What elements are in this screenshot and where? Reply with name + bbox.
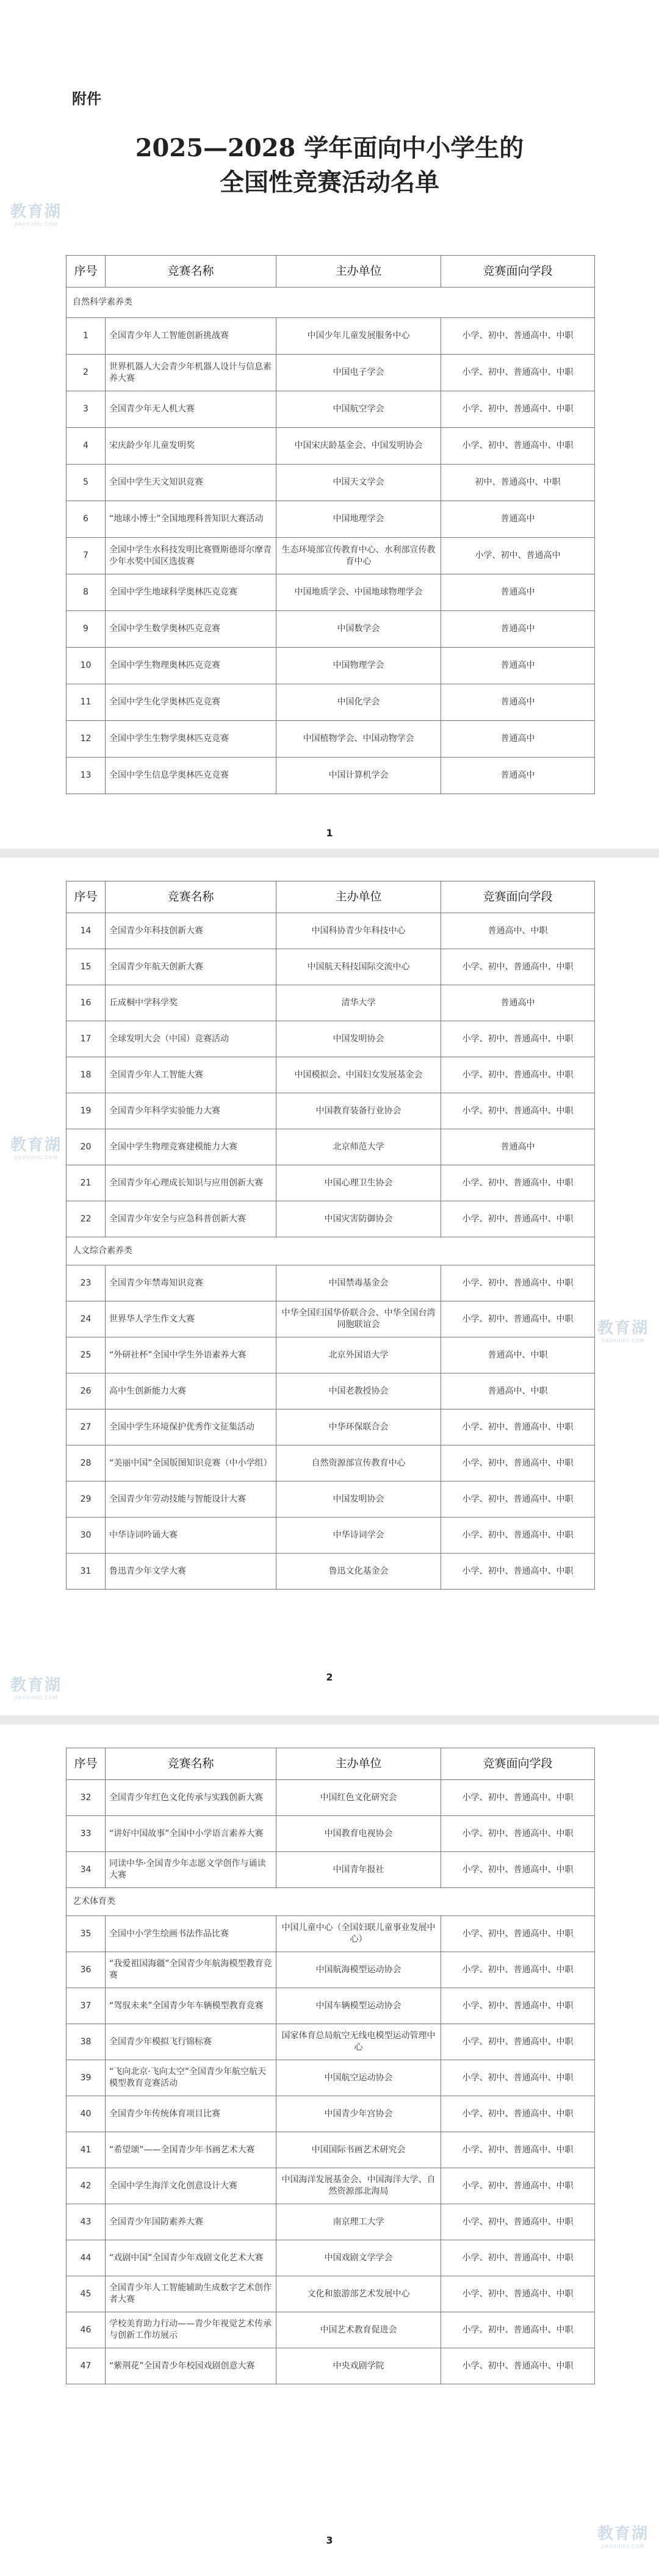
education-stage: 普通高中 [441, 611, 595, 648]
row-number: 4 [67, 428, 106, 465]
row-number: 2 [67, 355, 106, 391]
row-number: 32 [67, 1780, 106, 1816]
competition-name: 全国中学生物理奥林匹克竞赛 [106, 648, 276, 684]
table-row [67, 574, 595, 611]
competition-name: 全国青少年安全与应急科普创新大赛 [106, 1201, 276, 1237]
organizer: 中国灾害防御协会 [276, 1201, 441, 1237]
competition-table-page-3 [66, 1748, 595, 2384]
table-row [67, 2096, 595, 2132]
organizer: 中国电子学会 [276, 355, 441, 391]
organizer: 中国宋庆龄基金会、中国发明协会 [276, 428, 441, 465]
table-row [67, 2168, 595, 2204]
row-number: 7 [67, 538, 106, 574]
education-stage: 小学、初中、普通高中、中职 [441, 1093, 595, 1129]
education-stage: 小学、初中、普通高中、中职 [441, 1265, 595, 1301]
competition-name: “戏剧中国”全国青少年戏剧文化艺术大赛 [106, 2240, 276, 2276]
table-row [67, 611, 595, 648]
header-stage: 竞赛面向学段 [441, 256, 595, 288]
organizer: 中国车辆模型运动协会 [276, 1988, 441, 2024]
organizer: 中国发明协会 [276, 1482, 441, 1518]
table-row [67, 1093, 595, 1129]
education-stage: 普通高中 [441, 648, 595, 684]
table-header-row [67, 1748, 595, 1780]
watermark-subtext: JIAOYUHU.COM [601, 2544, 645, 2549]
organizer: 中国红色文化研究会 [276, 1780, 441, 1816]
organizer: 鲁迅文化基金会 [276, 1554, 441, 1590]
table-row [67, 1165, 595, 1201]
table-row [67, 2240, 595, 2276]
organizer: 中华全国归国华侨联合会、中华全国台湾同胞联谊会 [276, 1301, 441, 1337]
watermark [2, 1673, 70, 1701]
competition-name: 鲁迅青少年文学大赛 [106, 1554, 276, 1590]
organizer: 中国科协青少年科技中心 [276, 913, 441, 949]
competition-table-page-1 [66, 255, 595, 794]
table-row [67, 648, 595, 684]
row-number: 15 [67, 949, 106, 985]
organizer: 中国教育电视协会 [276, 1816, 441, 1852]
competition-name: 全国青少年无人机大赛 [106, 391, 276, 428]
organizer: 中国地理学会 [276, 501, 441, 538]
competition-name: 高中生创新能力大赛 [106, 1373, 276, 1409]
competition-name: “驾驭未来”全国青少年车辆模型教育竞赛 [106, 1988, 276, 2024]
education-stage: 小学、初中、普通高中、中职 [441, 2204, 595, 2240]
row-number: 39 [67, 2060, 106, 2096]
page-2 [0, 858, 659, 1715]
organizer: 中国少年儿童发展服务中心 [276, 318, 441, 355]
education-stage: 小学、初中、普通高中、中职 [441, 1852, 595, 1888]
organizer: 中华诗词学会 [276, 1518, 441, 1554]
education-stage: 小学、初中、普通高中、中职 [441, 2312, 595, 2348]
row-number: 45 [67, 2276, 106, 2312]
competition-name: 同读中华·全国青少年志愿文学创作与诵读大赛 [106, 1852, 276, 1888]
row-number: 35 [67, 1916, 106, 1952]
header-competition-name: 竞赛名称 [106, 256, 276, 288]
row-number: 11 [67, 684, 106, 721]
table-row [67, 758, 595, 794]
header-organizer: 主办单位 [276, 881, 441, 913]
organizer: 中国天文学会 [276, 465, 441, 501]
education-stage: 小学、初中、普通高中、中职 [441, 2276, 595, 2312]
competition-name: 全国青少年科技创新大赛 [106, 913, 276, 949]
row-number: 31 [67, 1554, 106, 1590]
education-stage: 普通高中 [441, 758, 595, 794]
organizer: 自然资源部宣传教育中心 [276, 1445, 441, 1482]
table-row [67, 1409, 595, 1445]
organizer: 清华大学 [276, 985, 441, 1021]
competition-name: 全国中学生化学奥林匹克竞赛 [106, 684, 276, 721]
organizer: 中国计算机学会 [276, 758, 441, 794]
competition-name: “我爱祖国海疆”全国青少年航海模型教育竞赛 [106, 1952, 276, 1988]
row-number: 5 [67, 465, 106, 501]
organizer: 中国教育装备行业协会 [276, 1093, 441, 1129]
competition-name: 全国中学生天文知识竞赛 [106, 465, 276, 501]
competition-name: “美丽中国”全国版图知识竞赛（中小学组） [106, 1445, 276, 1482]
competition-name: 全球发明大会（中国）竞赛活动 [106, 1021, 276, 1057]
education-stage: 小学、初中、普通高中、中职 [441, 2348, 595, 2384]
table-row [67, 2348, 595, 2384]
watermark-subtext: JIAOYUHU.COM [601, 1338, 645, 1344]
competition-name: 全国青少年航天创新大赛 [106, 949, 276, 985]
table-row [67, 1201, 595, 1237]
row-number: 42 [67, 2168, 106, 2204]
organizer: 中国航天科技国际交流中心 [276, 949, 441, 985]
watermark [589, 1315, 657, 1344]
competition-name: 全国青少年传统体育项目比赛 [106, 2096, 276, 2132]
organizer: 中国儿童中心（全国妇联儿童事业发展中心） [276, 1916, 441, 1952]
education-stage: 普通高中、中职 [441, 1337, 595, 1373]
competition-name: 全国青少年科学实验能力大赛 [106, 1093, 276, 1129]
section-row [67, 1888, 595, 1916]
table-row [67, 1057, 595, 1093]
watermark-text: 教育湖 [10, 1136, 62, 1154]
watermark [2, 1132, 70, 1160]
row-number: 8 [67, 574, 106, 611]
table-row [67, 465, 595, 501]
table-row [67, 1301, 595, 1337]
row-number: 6 [67, 501, 106, 538]
table-row [67, 318, 595, 355]
organizer: 中国航空运动协会 [276, 2060, 441, 2096]
row-number: 27 [67, 1409, 106, 1445]
table-row [67, 428, 595, 465]
table-row [67, 2024, 595, 2060]
education-stage: 小学、初中、普通高中、中职 [441, 1780, 595, 1816]
section-row [67, 288, 595, 318]
organizer: 中华环保联合会 [276, 1409, 441, 1445]
row-number: 26 [67, 1373, 106, 1409]
organizer: 中国心理卫生协会 [276, 1165, 441, 1201]
organizer: 中国数学会 [276, 611, 441, 648]
section-title: 艺术体育类 [67, 1888, 595, 1916]
education-stage: 普通高中 [441, 721, 595, 758]
education-stage: 普通高中 [441, 1129, 595, 1165]
organizer: 南京理工大学 [276, 2204, 441, 2240]
competition-name: 全国青少年国防素养大赛 [106, 2204, 276, 2240]
table-row [67, 1852, 595, 1888]
row-number: 28 [67, 1445, 106, 1482]
competition-name: 全国青少年禁毒知识竞赛 [106, 1265, 276, 1301]
row-number: 3 [67, 391, 106, 428]
watermark-subtext: JIAOYUHU.COM [14, 1695, 58, 1701]
page-3 [0, 1724, 659, 2576]
education-stage: 小学、初中、普通高中、中职 [441, 1988, 595, 2024]
competition-name: 全国青少年劳动技能与智能设计大赛 [106, 1482, 276, 1518]
competition-name: “外研社杯”全国中学生外语素养大赛 [106, 1337, 276, 1373]
organizer: 生态环境部宣传教育中心、水利部宣传教育中心 [276, 538, 441, 574]
organizer: 中国海洋发展基金会、中国海洋大学、自然资源部北海局 [276, 2168, 441, 2204]
table-row [67, 1373, 595, 1409]
competition-name: 全国中学生海洋文化创意设计大赛 [106, 2168, 276, 2204]
organizer: 中国化学会 [276, 684, 441, 721]
table-row [67, 1265, 595, 1301]
education-stage: 小学、初中、普通高中、中职 [441, 1816, 595, 1852]
table-row [67, 1816, 595, 1852]
row-number: 36 [67, 1952, 106, 1988]
table-row [67, 1780, 595, 1816]
header-organizer: 主办单位 [276, 256, 441, 288]
row-number: 33 [67, 1816, 106, 1852]
row-number: 37 [67, 1988, 106, 2024]
page-number: 1 [326, 827, 333, 839]
watermark-subtext: JIAOYUHU.COM [14, 222, 58, 227]
header-stage: 竞赛面向学段 [441, 881, 595, 913]
header-organizer: 主办单位 [276, 1748, 441, 1780]
education-stage: 小学、初中、普通高中、中职 [441, 2096, 595, 2132]
attachment-label: 附件 [72, 90, 101, 107]
education-stage: 小学、初中、普通高中、中职 [441, 1021, 595, 1057]
organizer: 中国地质学会、中国地球物理学会 [276, 574, 441, 611]
organizer: 中国发明协会 [276, 1021, 441, 1057]
table-row [67, 684, 595, 721]
education-stage: 小学、初中、普通高中、中职 [441, 1301, 595, 1337]
table-row [67, 2276, 595, 2312]
education-stage: 小学、初中、普通高中、中职 [441, 428, 595, 465]
row-number: 23 [67, 1265, 106, 1301]
header-competition-name: 竞赛名称 [106, 881, 276, 913]
row-number: 38 [67, 2024, 106, 2060]
competition-name: “地球小博士”全国地理科普知识大赛活动 [106, 501, 276, 538]
page-number: 2 [326, 1671, 333, 1683]
table-row [67, 501, 595, 538]
watermark-text: 教育湖 [597, 2525, 649, 2543]
table-row [67, 1445, 595, 1482]
competition-name: 全国中学生地球科学奥林匹克竞赛 [106, 574, 276, 611]
row-number: 22 [67, 1201, 106, 1237]
organizer: 中国艺术教育促进会 [276, 2312, 441, 2348]
education-stage: 小学、初中、普通高中、中职 [441, 2060, 595, 2096]
competition-name: 世界机器人大会青少年机器人设计与信息素养大赛 [106, 355, 276, 391]
organizer: 中国老教授协会 [276, 1373, 441, 1409]
competition-name: 世界华人学生作文大赛 [106, 1301, 276, 1337]
row-number: 44 [67, 2240, 106, 2276]
row-number: 9 [67, 611, 106, 648]
row-number: 24 [67, 1301, 106, 1337]
competition-name: 全国中学生水科技发明比赛暨斯德哥尔摩青少年水奖中国区选拔赛 [106, 538, 276, 574]
watermark-text: 教育湖 [597, 1319, 649, 1337]
row-number: 20 [67, 1129, 106, 1165]
table-row [67, 1021, 595, 1057]
education-stage: 小学、初中、普通高中、中职 [441, 1445, 595, 1482]
header-competition-name: 竞赛名称 [106, 1748, 276, 1780]
row-number: 40 [67, 2096, 106, 2132]
row-number: 19 [67, 1093, 106, 1129]
competition-name: “紫荆花”全国青少年校园戏剧创意大赛 [106, 2348, 276, 2384]
education-stage: 小学、初中、普通高中、中职 [441, 1916, 595, 1952]
table-row [67, 949, 595, 985]
education-stage: 小学、初中、普通高中、中职 [441, 1554, 595, 1590]
education-stage: 普通高中 [441, 684, 595, 721]
table-row [67, 2060, 595, 2096]
row-number: 14 [67, 913, 106, 949]
table-row [67, 1988, 595, 2024]
row-number: 21 [67, 1165, 106, 1201]
row-number: 16 [67, 985, 106, 1021]
organizer: 中国戏剧文学学会 [276, 2240, 441, 2276]
competition-name: “飞向北京·飞向太空”全国青少年航空航天模型教育竞赛活动 [106, 2060, 276, 2096]
organizer: 中国模拟会、中国妇女发展基金会 [276, 1057, 441, 1093]
education-stage: 小学、初中、普通高中、中职 [441, 318, 595, 355]
education-stage: 小学、初中、普通高中、中职 [441, 2132, 595, 2168]
organizer: 国家体育总局航空无线电模型运动管理中心 [276, 2024, 441, 2060]
organizer: 文化和旅游部艺术发展中心 [276, 2276, 441, 2312]
organizer: 北京师范大学 [276, 1129, 441, 1165]
competition-name: 中华诗词吟诵大赛 [106, 1518, 276, 1554]
header-stage: 竞赛面向学段 [441, 1748, 595, 1780]
competition-name: 宋庆龄少年儿童发明奖 [106, 428, 276, 465]
table-row [67, 2132, 595, 2168]
row-number: 18 [67, 1057, 106, 1093]
organizer: 中国物理学会 [276, 648, 441, 684]
competition-name: 全国中学生环境保护优秀作文征集活动 [106, 1409, 276, 1445]
document-title-line2: 全国性竞赛活动名单 [220, 168, 439, 197]
organizer: 中国植物学会、中国动物学会 [276, 721, 441, 758]
table-row [67, 1129, 595, 1165]
competition-name: 全国青少年心理成长知识与应用创新大赛 [106, 1165, 276, 1201]
education-stage: 小学、初中、普通高中、中职 [441, 1482, 595, 1518]
page-number: 3 [326, 2534, 333, 2546]
competition-name: 全国青少年人工智能辅助生成数字艺术创作者大赛 [106, 2276, 276, 2312]
competition-name: 全国青少年人工智能大赛 [106, 1057, 276, 1093]
education-stage: 普通高中 [441, 574, 595, 611]
organizer: 中央戏剧学院 [276, 2348, 441, 2384]
header-no: 序号 [67, 881, 106, 913]
organizer: 中国禁毒基金会 [276, 1265, 441, 1301]
table-row [67, 1518, 595, 1554]
watermark [589, 2521, 657, 2549]
row-number: 10 [67, 648, 106, 684]
page-1 [0, 0, 659, 848]
row-number: 43 [67, 2204, 106, 2240]
organizer: 中国航空学会 [276, 391, 441, 428]
competition-name: 学校美育助力行动——青少年视觉艺术传承与创新工作坊展示 [106, 2312, 276, 2348]
competition-name: 全国中学生数学奥林匹克竞赛 [106, 611, 276, 648]
table-row [67, 913, 595, 949]
row-number: 34 [67, 1852, 106, 1888]
watermark-subtext: JIAOYUHU.COM [14, 1155, 58, 1160]
education-stage: 普通高中、中职 [441, 913, 595, 949]
organizer: 中国青年报社 [276, 1852, 441, 1888]
table-row [67, 1916, 595, 1952]
education-stage: 普通高中、中职 [441, 1373, 595, 1409]
organizer: 北京外国语大学 [276, 1337, 441, 1373]
document-title-line1: 2025—2028 学年面向中小学生的 [135, 134, 524, 162]
watermark [2, 199, 70, 227]
competition-name: 全国青少年红色文化传承与实践创新大赛 [106, 1780, 276, 1816]
competition-name: 全国中小学生绘画书法作品比赛 [106, 1916, 276, 1952]
competition-name: 丘成桐中学科学奖 [106, 985, 276, 1021]
row-number: 1 [67, 318, 106, 355]
competition-name: 全国中学生信息学奥林匹克竞赛 [106, 758, 276, 794]
education-stage: 小学、初中、普通高中、中职 [441, 1952, 595, 1988]
education-stage: 小学、初中、普通高中、中职 [441, 1409, 595, 1445]
table-row [67, 538, 595, 574]
table-row [67, 985, 595, 1021]
education-stage: 小学、初中、普通高中、中职 [441, 355, 595, 391]
competition-name: 全国青少年人工智能创新挑战赛 [106, 318, 276, 355]
table-row [67, 1337, 595, 1373]
table-row [67, 1952, 595, 1988]
competition-name: “希望颂”——全国青少年书画艺术大赛 [106, 2132, 276, 2168]
organizer: 中国国际书画艺术研究会 [276, 2132, 441, 2168]
row-number: 30 [67, 1518, 106, 1554]
table-row [67, 355, 595, 391]
education-stage: 小学、初中、普通高中、中职 [441, 1057, 595, 1093]
section-title: 人文综合素养类 [67, 1237, 595, 1265]
row-number: 46 [67, 2312, 106, 2348]
table-header-row [67, 256, 595, 288]
watermark-text: 教育湖 [10, 1676, 62, 1695]
education-stage: 小学、初中、普通高中、中职 [441, 391, 595, 428]
competition-name: 全国中学生生物学奥林匹克竞赛 [106, 721, 276, 758]
organizer: 中国航海模型运动协会 [276, 1952, 441, 1988]
education-stage: 小学、初中、普通高中 [441, 538, 595, 574]
organizer: 中国青少年宫协会 [276, 2096, 441, 2132]
education-stage: 小学、初中、普通高中、中职 [441, 949, 595, 985]
education-stage: 小学、初中、普通高中、中职 [441, 2168, 595, 2204]
education-stage: 初中、普通高中、中职 [441, 465, 595, 501]
row-number: 41 [67, 2132, 106, 2168]
competition-name: 全国中学生物理竞赛建模能力大赛 [106, 1129, 276, 1165]
section-row [67, 1237, 595, 1265]
section-title: 自然科学素养类 [67, 288, 595, 318]
competition-table-page-2 [66, 881, 595, 1590]
header-no: 序号 [67, 256, 106, 288]
competition-name: 全国青少年模拟飞行锦标赛 [106, 2024, 276, 2060]
row-number: 29 [67, 1482, 106, 1518]
table-header-row [67, 881, 595, 913]
table-row [67, 391, 595, 428]
watermark-text: 教育湖 [10, 203, 62, 221]
education-stage: 小学、初中、普通高中、中职 [441, 2024, 595, 2060]
row-number: 47 [67, 2348, 106, 2384]
competition-name: “讲好中国故事”全国中小学语言素养大赛 [106, 1816, 276, 1852]
education-stage: 小学、初中、普通高中、中职 [441, 1201, 595, 1237]
education-stage: 小学、初中、普通高中、中职 [441, 1518, 595, 1554]
table-row [67, 1554, 595, 1590]
table-row [67, 2312, 595, 2348]
education-stage: 小学、初中、普通高中、中职 [441, 2240, 595, 2276]
education-stage: 普通高中 [441, 501, 595, 538]
header-no: 序号 [67, 1748, 106, 1780]
table-row [67, 2204, 595, 2240]
education-stage: 普通高中 [441, 985, 595, 1021]
row-number: 25 [67, 1337, 106, 1373]
row-number: 17 [67, 1021, 106, 1057]
table-row [67, 1482, 595, 1518]
row-number: 12 [67, 721, 106, 758]
table-row [67, 721, 595, 758]
row-number: 13 [67, 758, 106, 794]
education-stage: 小学、初中、普通高中、中职 [441, 1165, 595, 1201]
